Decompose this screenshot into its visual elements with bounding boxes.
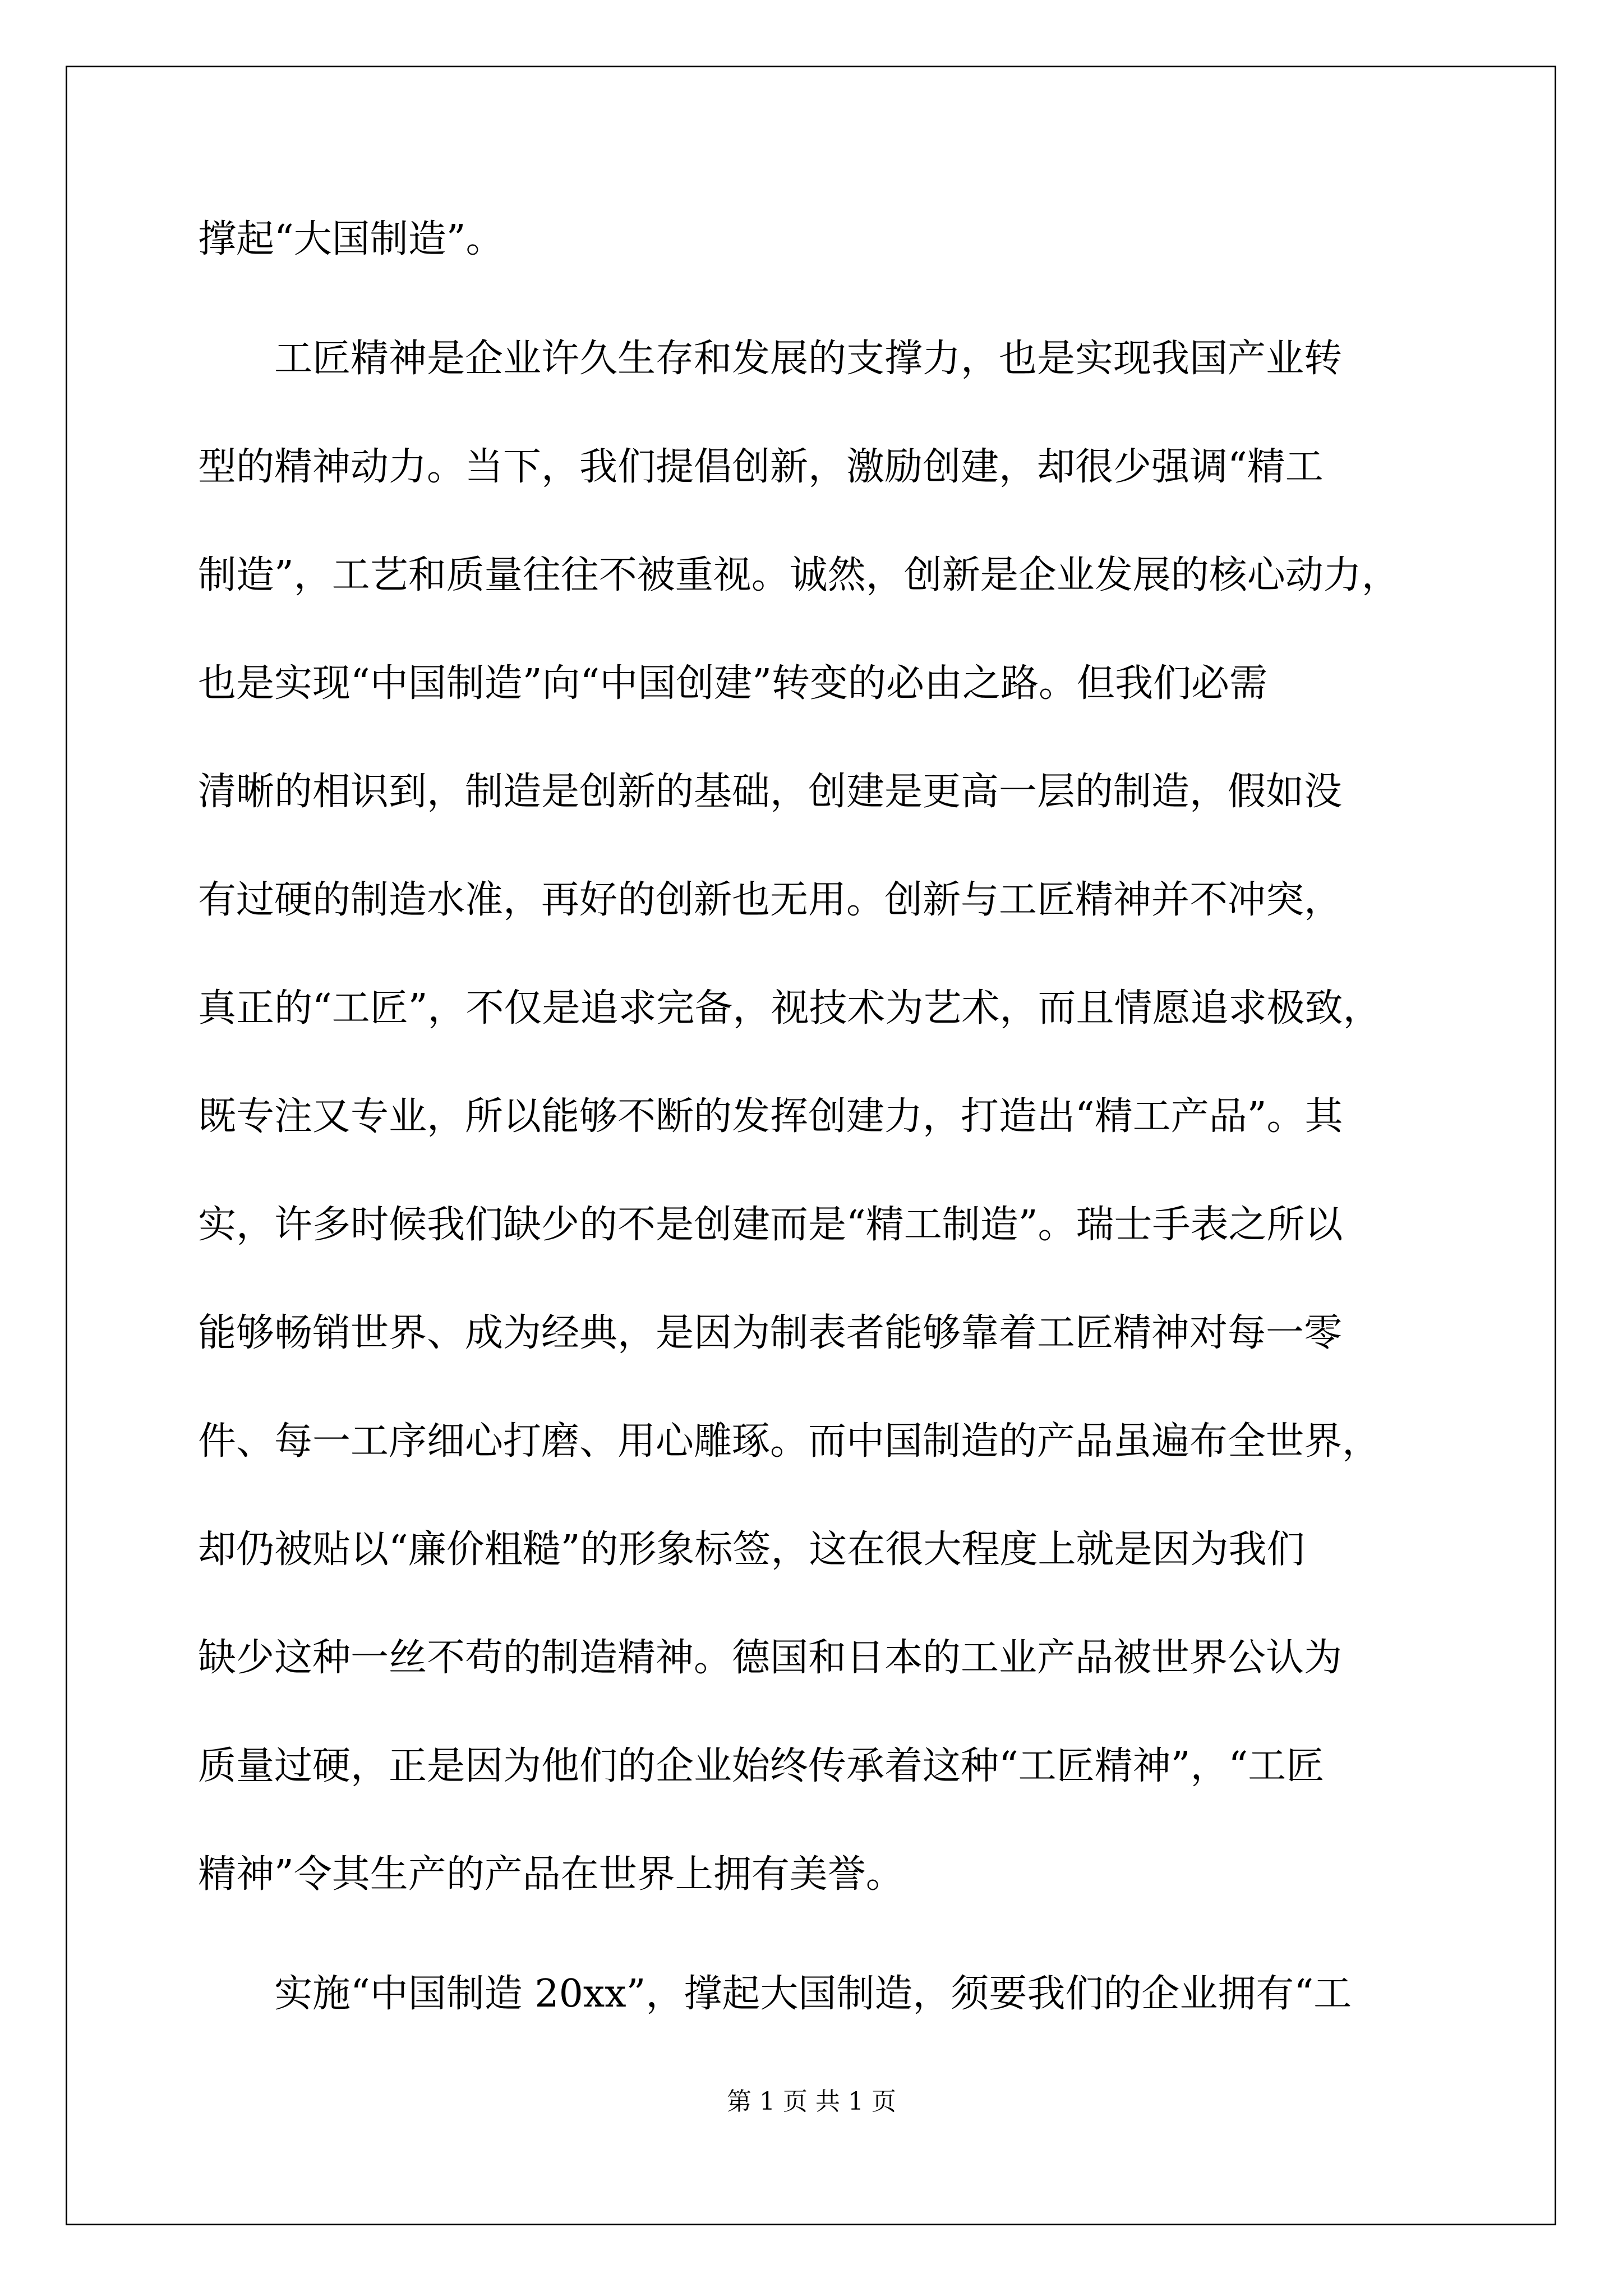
text-line: 能够畅销世界、成为经典，是因为制表者能够靠着工匠精神对每一零 [198,1311,1343,1355]
page-footer: 第 1 页 共 1 页 [727,2087,896,2116]
text-line: 撑起“大国制造”。 [198,217,504,261]
text-line: 质量过硬，正是因为他们的企业始终传承着这种“工匠精神”，“工匠 [198,1744,1325,1788]
text-line: 实施“中国制造 20xx”，撑起大国制造，须要我们的企业拥有“工 [274,1972,1352,2016]
text-line: 缺少这种一丝不苟的制造精神。德国和日本的工业产品被世界公认为 [198,1636,1343,1680]
text-line: 工匠精神是企业许久生存和发展的支撑力，也是实现我国产业转 [274,337,1343,381]
text-line: 既专注又专业，所以能够不断的发挥创建力，打造出“精工产品”。其 [198,1094,1343,1139]
text-line: 真正的“工匠”，不仅是追求完备，视技术为艺术，而且情愿追求极致， [198,986,1381,1030]
text-line: 型的精神动力。当下，我们提倡创新，激励创建，却很少强调“精工 [198,445,1324,489]
text-line: 清晰的相识到，制造是创新的基础，创建是更高一层的制造，假如没 [198,770,1343,814]
text-line: 制造”，工艺和质量往往不被重视。诚然，创新是企业发展的核心动力， [198,553,1400,597]
text-line: 有过硬的制造水准，再好的创新也无用。创新与工匠精神并不冲突， [198,878,1343,922]
text-line: 精神”令其生产的产品在世界上拥有美誉。 [198,1852,904,1897]
text-line: 也是实现“中国制造”向“中国创建”转变的必由之路。但我们必需 [198,661,1268,706]
text-line: 件、每一工序细心打磨、用心雕琢。而中国制造的产品虽遍布全世界， [198,1419,1381,1464]
text-line: 却仍被贴以“廉价粗糙”的形象标签，这在很大程度上就是因为我们 [198,1527,1305,1572]
document-body [198,185,1454,2048]
text-line: 实，许多时候我们缺少的不是创建而是“精工制造”。瑞士手表之所以 [198,1203,1343,1247]
